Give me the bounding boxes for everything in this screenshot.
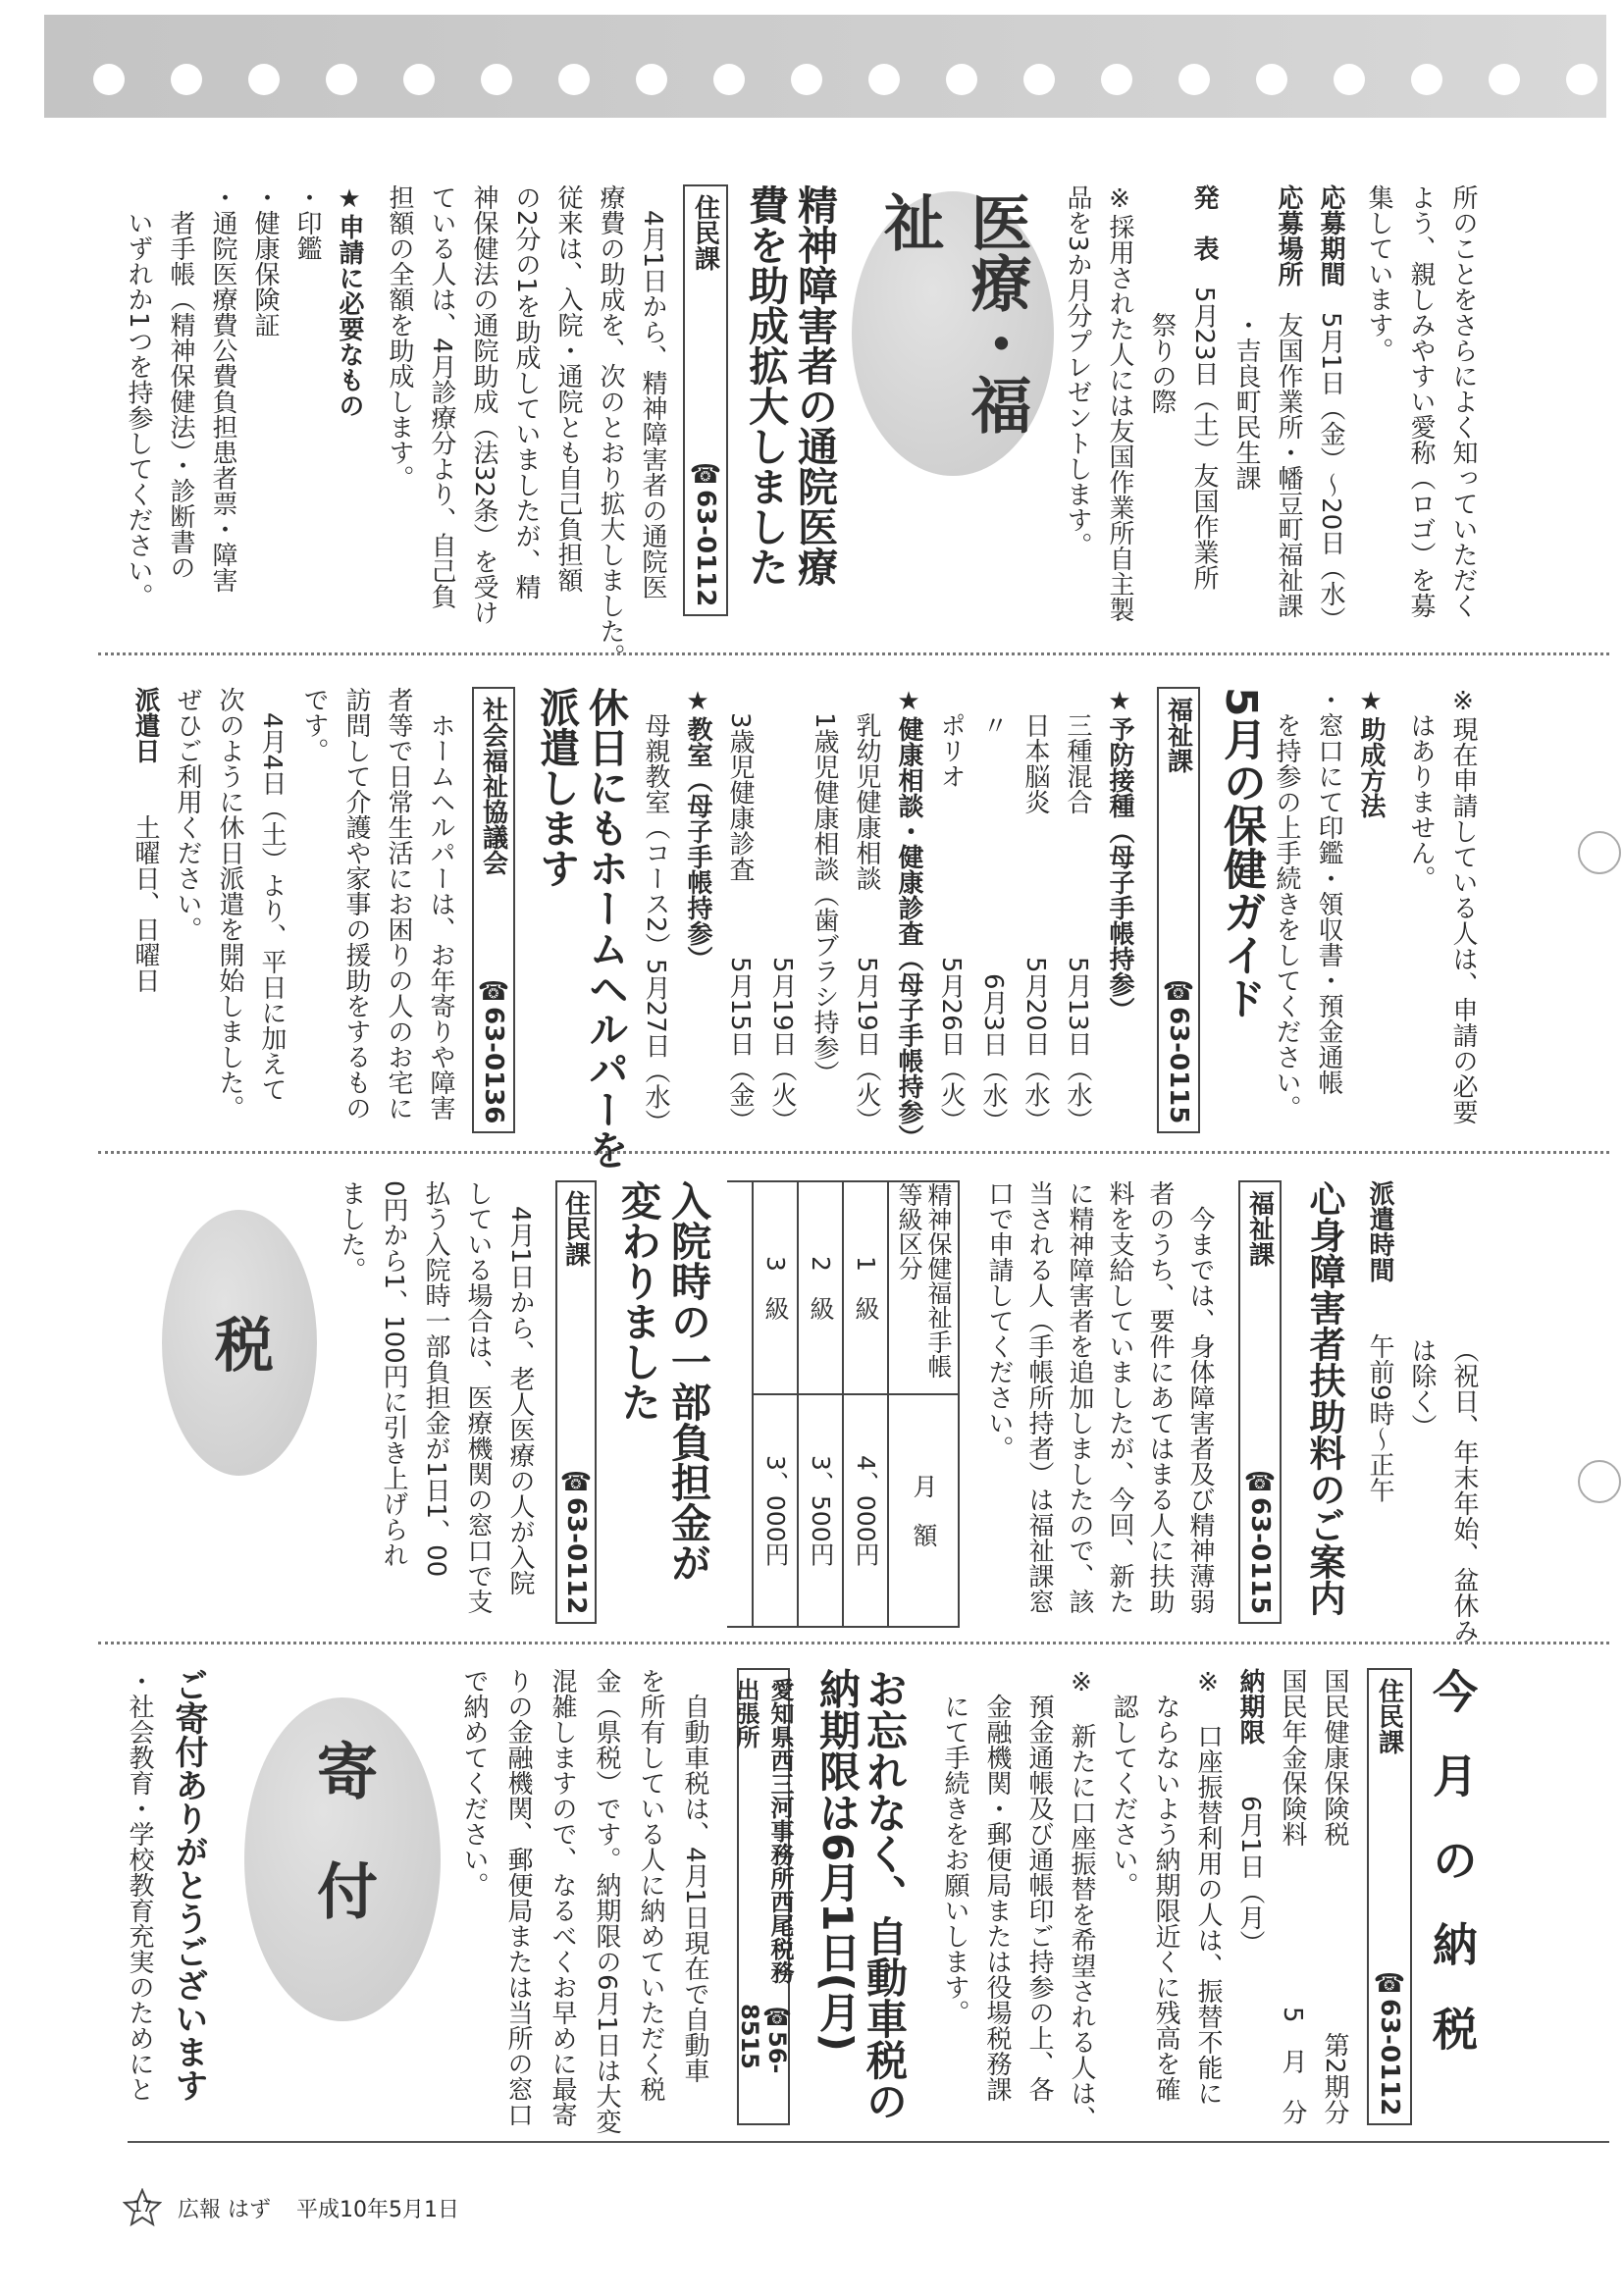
- table-cell: 4、000円: [852, 1454, 880, 1567]
- punch-hole: [326, 64, 357, 95]
- tax-period: 第2期分: [1320, 2032, 1349, 2125]
- table-cell: 3、500円: [807, 1454, 835, 1567]
- headline-line: ご寄付ありがとうございます: [169, 1668, 208, 2102]
- table-cell: 1 級: [844, 1182, 887, 1395]
- text-line: を持参の上手続きをしてください。: [1272, 687, 1301, 1121]
- text-line: 品を3か月分プレゼントします。: [1063, 184, 1092, 558]
- section-badge-donation: [244, 1697, 441, 2021]
- event-name: 三種混合: [1063, 712, 1092, 814]
- punch-hole: [868, 64, 900, 95]
- text-line: は除く）: [1407, 1337, 1437, 1439]
- headline-line: 派遣します: [533, 687, 580, 888]
- schedule-row: [1056, 687, 1098, 1133]
- hours-label: 派遣時間: [1365, 1180, 1394, 1282]
- text-line: 所のことをさらによく知っていただく: [1448, 184, 1478, 618]
- event-date: 5月19日（火）: [852, 957, 881, 1133]
- star-icon: [123, 2188, 162, 2227]
- phone-number: ☎56-8515: [736, 2003, 791, 2074]
- article-body: [378, 184, 673, 669]
- phone-number: ☎63-0112: [691, 459, 720, 606]
- headline: [1425, 1668, 1480, 2114]
- punch-hole: [171, 64, 202, 95]
- text-line: です。: [299, 687, 329, 763]
- text-line: 金融機関・郵便局または役場税務課: [982, 1694, 1012, 2102]
- event-date: 5月13日（水）: [1063, 957, 1092, 1133]
- subsidy-method: [1265, 687, 1484, 1133]
- event-date: 6月3日（水）: [978, 972, 1008, 1133]
- table-row: [752, 1182, 797, 1626]
- section-badge-tax: [162, 1210, 317, 1476]
- text-line: 自動車税は、4月1日現在で自動車: [680, 1694, 709, 2084]
- schedule-row: [803, 687, 845, 1133]
- text-line: 担額の全額を助成します。: [385, 184, 414, 491]
- publication-name: 広報 はず: [178, 2197, 271, 2222]
- text-line: の2分の1を助成していましたが、精: [511, 184, 541, 600]
- text-line: 神保健法の通院助成（法32条）を受け: [469, 184, 498, 626]
- schedule-row: [845, 687, 887, 1133]
- text-line: 祭りの際: [1147, 312, 1177, 414]
- days-label: 派遣日: [131, 687, 160, 763]
- text-line: よう、親しみやすい愛称（ロゴ）を募: [1406, 184, 1436, 618]
- table-cell: 3、000円: [761, 1454, 790, 1567]
- text-line: 金（県税）です。納期限の6月1日は大変: [592, 1668, 621, 2135]
- event-date: 5月26日（火）: [936, 957, 966, 1133]
- punch-hole: [1566, 64, 1597, 95]
- text-line: 訪問して介護や家事の援助をするもの: [341, 687, 371, 1121]
- headline: [1215, 687, 1266, 1133]
- section-badge-medical-welfare: [852, 191, 1054, 476]
- text-line: 当される人（手帳所持者）は福祉課窓: [1024, 1180, 1054, 1614]
- text-line: 今までは、身体障害者及び精神薄弱: [1185, 1206, 1215, 1614]
- schedule-row: [634, 687, 676, 1133]
- event-name: 母親教室（コース2）: [641, 712, 670, 959]
- schedule-row: [760, 687, 803, 1133]
- text-line: ・社会教育・学校教育充実のためにと: [125, 1668, 154, 2102]
- health-schedule: [630, 687, 1140, 1150]
- event-date: 5月27日（水）: [641, 958, 670, 1135]
- schedule-row: [1014, 687, 1056, 1133]
- contact-box: [1238, 1180, 1282, 1624]
- badge-text: 寄付: [306, 1740, 379, 1979]
- dept-name: 住民課: [1374, 1678, 1404, 1754]
- headline: [612, 1180, 712, 1627]
- punch-hole: [636, 64, 667, 95]
- text-line: （祝日、年末年始、盆休み: [1449, 1337, 1479, 1644]
- requirements-title: ★申請に必要なもの: [335, 184, 364, 418]
- punch-hole: [791, 64, 822, 95]
- method-title: ★助成方法: [1356, 687, 1386, 818]
- contact-box: [472, 687, 515, 1133]
- punch-hole: [93, 64, 125, 95]
- event-name: ポリオ: [936, 712, 966, 789]
- place-value: 友国作業所・幡豆町福祉課: [1274, 312, 1303, 618]
- punch-hole: [1101, 64, 1132, 95]
- period-label: 応募期間: [1316, 184, 1345, 287]
- due-label: 納期限: [1235, 1668, 1265, 1745]
- punch-hole: [481, 64, 512, 95]
- headline-line: 今月の納税: [1426, 1668, 1479, 2090]
- text-line: 者等で日常生活にお困りの人のお宅に: [384, 687, 413, 1121]
- table-cell: 精神保健福祉手帳等級区分: [889, 1182, 958, 1395]
- dept-name: 福祉課: [1163, 697, 1193, 773]
- text-line: ・窓口にて印鑑・領収書・預金通帳: [1314, 687, 1343, 1095]
- logo-recruitment-article: [1056, 184, 1484, 631]
- text-line: 払う入院時一部負担金が1日1、00: [421, 1180, 450, 1578]
- text-line: ※現在申請している人は、申請の必要: [1448, 687, 1478, 1124]
- page-number: 17: [131, 2197, 153, 2216]
- dept-name: 社会福祉協議会: [478, 697, 508, 875]
- event-date: 5月15日（金）: [725, 957, 755, 1133]
- headline: [532, 687, 630, 1170]
- table-cell: 2 級: [799, 1182, 842, 1395]
- headline-line: 変わりました: [614, 1180, 661, 1422]
- text-line: している場合は、医療機関の窓口で支: [463, 1180, 493, 1614]
- text-line: 従来は、入院・通院とも自己負担額: [553, 184, 583, 593]
- tax-name: 国民健康保険税: [1320, 1668, 1349, 1847]
- section-divider: [98, 1151, 1609, 1154]
- schedule-row: [718, 687, 760, 1133]
- requirements-list: [117, 184, 370, 631]
- text-line: 混雑しますので、なるべくお早めに最寄: [548, 1668, 577, 2127]
- phone-number: ☎63-0136: [479, 976, 508, 1123]
- section-divider: [98, 652, 1609, 655]
- place-label: 応募場所: [1274, 184, 1303, 287]
- text-line: 料を支給していましたが、今回、新た: [1105, 1180, 1134, 1614]
- announce-value: 5月23日（土）友国作業所: [1189, 287, 1219, 591]
- punch-hole: [946, 64, 977, 95]
- list-item: ・印鑑: [292, 184, 322, 261]
- contact-box: [683, 184, 728, 616]
- text-line: ました。: [337, 1180, 366, 1282]
- headline-line: 心身障害者扶助料のご案内: [1303, 1180, 1345, 1616]
- badge-text: 税: [205, 1313, 274, 1373]
- dept-name: 愛知県西三河事務所西尾税務出張所: [732, 1678, 794, 1984]
- tax-details: [933, 1668, 1355, 2131]
- text-line: ならないよう納期限近くに残高を確: [1151, 1694, 1180, 2102]
- schedule-title: ★教室（母子手帳持参）: [683, 687, 712, 971]
- headline-line: 精神障害者の通院医療: [791, 184, 838, 587]
- text-line: 預金通帳及び通帳印ご持参の上、各: [1024, 1694, 1054, 2102]
- headline-line: 休日にもホームヘルパーを: [582, 687, 629, 1170]
- punch-hole: [1334, 64, 1365, 95]
- table-header: [887, 1182, 958, 1626]
- announce-label: 発 表: [1189, 184, 1219, 261]
- hours-value: 午前9時～正午: [1365, 1333, 1394, 1503]
- table-cell: 3 級: [754, 1182, 797, 1395]
- headline-line: 費を助成拡大しました: [742, 184, 789, 587]
- schedule-row: [971, 687, 1014, 1133]
- punch-hole: [713, 64, 745, 95]
- phone-number: ☎63-0112: [561, 1467, 591, 1614]
- dept-name: 福祉課: [1244, 1190, 1275, 1267]
- text-line: ぜひご利用ください。: [173, 687, 202, 942]
- article-body: [978, 1180, 1220, 1627]
- contact-box: [732, 1668, 794, 2125]
- text-line: ※ 口座振替利用の人は、振替不能に: [1193, 1668, 1223, 2106]
- list-item: ・健康保険証: [250, 184, 280, 338]
- punch-hole: [1578, 831, 1621, 874]
- event-name: 3歳児健康診査: [725, 712, 755, 882]
- text-line: ※ 新たに口座振替を希望される人は、: [1067, 1668, 1096, 2131]
- binder-strip: [44, 15, 1606, 118]
- article-body: [451, 1668, 716, 2135]
- section-divider: [98, 1642, 1609, 1644]
- footer-rule: [128, 2141, 1609, 2143]
- headline-line: お忘れなく、自動車税の: [861, 1668, 909, 2121]
- event-name: 1歳児健康相談（歯ブラシ持参）: [810, 712, 839, 1086]
- contact-box: [1367, 1668, 1412, 2125]
- text-line: を所有している人に納めていただく税: [636, 1668, 665, 2102]
- headline-line: 入院時の一部負担金が: [664, 1180, 711, 1583]
- punch-hole: [1023, 64, 1055, 95]
- donation-text: [118, 1668, 160, 2125]
- event-date: 5月20日（水）: [1021, 957, 1050, 1133]
- text-line: 療費の助成を、次のとおり拡大しました。: [596, 184, 625, 669]
- punch-hole: [1489, 64, 1520, 95]
- period-value: 5月1日（金）～20日（水）: [1316, 312, 1345, 633]
- text-line: ・吉良町民生課: [1231, 312, 1261, 491]
- text-line: で納めてください。: [459, 1668, 489, 1898]
- schedule-row: [929, 687, 971, 1133]
- text-line: りの金融機関、郵便局または当所の窓口: [503, 1668, 533, 2127]
- headline: [166, 1668, 211, 2125]
- text-line: 0円から1、100円に引き上げられ: [379, 1180, 408, 1568]
- headline-line: 5月の保健ガイド: [1216, 687, 1266, 1019]
- phone-number: ☎63-0115: [1164, 976, 1193, 1123]
- event-name: 日本脳炎: [1021, 712, 1050, 814]
- text-line: 4月1日から、精神障害者の通院医: [638, 210, 667, 600]
- text-line: 者のうち、要件にあてはまる人に扶助: [1145, 1180, 1175, 1614]
- text-line: 4月1日から、老人医療の人が入院: [505, 1206, 535, 1596]
- table-row: [842, 1182, 887, 1626]
- punch-hole: [403, 64, 435, 95]
- event-date: 5月19日（火）: [767, 957, 797, 1133]
- due-value: 6月1日（月）: [1235, 1796, 1265, 1957]
- event-name: 乳幼児健康相談: [852, 712, 881, 891]
- text-line: はありません。: [1406, 687, 1436, 891]
- dispatch-hours: [1358, 1180, 1485, 1644]
- tax-period: 5 月 分: [1278, 2007, 1307, 2125]
- list-item: いずれか1つを持参してください。: [124, 184, 153, 609]
- text-line: 次のように休日派遣を開始しました。: [215, 687, 244, 1121]
- text-line: 認してください。: [1109, 1694, 1138, 1898]
- text-line: ※採用された人には友国作業所自主製: [1105, 184, 1134, 622]
- punch-hole: [1178, 64, 1210, 95]
- phone-number: ☎63-0112: [1375, 1968, 1404, 2115]
- phone-number: ☎63-0115: [1245, 1467, 1275, 1614]
- punch-hole: [1411, 64, 1442, 95]
- article-body: [124, 687, 461, 1133]
- text-line: ている人は、4月診療分より、自己負: [427, 184, 456, 609]
- contact-box: [555, 1180, 597, 1624]
- days-value: 土曜日、日曜日: [131, 814, 160, 993]
- text-line: 4月4日（土）より、平日に加えて: [257, 712, 287, 1103]
- list-item: 者手帳（精神保健法）・診断書の: [166, 184, 195, 580]
- tax-name: 国民年金保険料: [1278, 1668, 1307, 1847]
- footer: [123, 2188, 459, 2227]
- text-line: に精神障害者を追加しましたので、該: [1065, 1180, 1094, 1614]
- badge-text: 医療・福祉: [873, 191, 1032, 435]
- punch-hole: [558, 64, 590, 95]
- dept-name: 住民課: [560, 1190, 591, 1267]
- text-line: 口で申請してください。: [984, 1180, 1014, 1461]
- headline: [813, 1668, 908, 2125]
- contact-box: [1157, 687, 1200, 1133]
- headline: [741, 184, 839, 631]
- table-row: [797, 1182, 842, 1626]
- allowance-table: [727, 1180, 960, 1628]
- event-name: 〃: [978, 712, 1008, 738]
- article-body: [330, 1180, 541, 1627]
- punch-hole: [1256, 64, 1287, 95]
- list-item: ・通院医療費公費負担患者票・障害: [208, 184, 237, 593]
- dept-name: 住民課: [690, 194, 720, 271]
- punch-hole: [1578, 1460, 1621, 1503]
- punch-hole: [248, 64, 280, 95]
- text-line: 集しています。: [1364, 184, 1393, 363]
- publication-date: 平成10年5月1日: [296, 2197, 459, 2222]
- table-cell: 月 額: [910, 1474, 938, 1547]
- headline-line: 納期限は6月1日(月): [813, 1668, 862, 2052]
- headline: [1299, 1180, 1348, 1627]
- text-line: ホームヘルパーは、お年寄りや障害: [426, 712, 455, 1121]
- text-line: にて手続きをお願いします。: [940, 1694, 969, 2025]
- schedule-title: ★健康相談・健康診査（母子手帳持参）: [894, 687, 923, 1150]
- schedule-title: ★予防接種（母子手帳持参）: [1105, 687, 1134, 1022]
